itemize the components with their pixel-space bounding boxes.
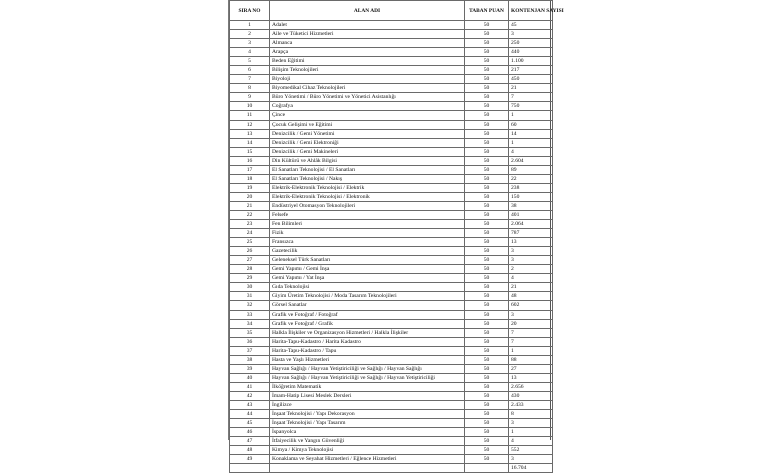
row-quota: 45: [509, 21, 553, 30]
total-row-empty-puan: [465, 464, 509, 473]
table-row: [230, 229, 553, 238]
table-row: [230, 346, 553, 355]
row-quota: 4: [509, 274, 553, 283]
row-number: 21: [230, 201, 270, 210]
row-field-name: Fransızca: [270, 238, 465, 247]
table-row: [230, 319, 553, 328]
row-quota: 3: [509, 419, 553, 428]
row-number: 24: [230, 229, 270, 238]
table-row: [230, 419, 553, 428]
row-field-name: Gemi Yapımı / Yat İnşa: [270, 274, 465, 283]
row-number: 32: [230, 301, 270, 310]
row-number: 20: [230, 192, 270, 201]
row-quota: 27: [509, 364, 553, 373]
row-quota: 20: [509, 319, 553, 328]
row-base-score: 50: [465, 455, 509, 464]
row-field-name: Biyomedikal Cihaz Teknolojileri: [270, 84, 465, 93]
row-field-name: Çince: [270, 111, 465, 120]
row-number: 6: [230, 66, 270, 75]
row-base-score: 50: [465, 337, 509, 346]
row-number: 9: [230, 93, 270, 102]
row-base-score: 50: [465, 391, 509, 400]
row-number: 44: [230, 410, 270, 419]
header-sira-no: SIRA NO: [230, 1, 270, 21]
table-row: [230, 400, 553, 409]
row-base-score: 50: [465, 310, 509, 319]
row-field-name: Görsel Sanatlar: [270, 301, 465, 310]
row-field-name: İmam-Hatip Lisesi Meslek Dersleri: [270, 391, 465, 400]
header-taban-puan: TABAN PUAN: [465, 1, 509, 21]
row-base-score: 50: [465, 120, 509, 129]
row-number: 19: [230, 183, 270, 192]
row-base-score: 50: [465, 283, 509, 292]
header-alan-adi: ALAN ADI: [270, 1, 465, 21]
row-quota: 8: [509, 410, 553, 419]
row-field-name: Hayvan Sağlığı / Hayvan Yetiştiriciliği ve Sağlığı / Hayvan Yetiştiriciliği: [270, 373, 465, 382]
row-number: 16: [230, 156, 270, 165]
table-row: [230, 165, 553, 174]
row-field-name: Büro Yönetimi / Büro Yönetimi ve Yönetici Asistanlığı: [270, 93, 465, 102]
table-row: [230, 147, 553, 156]
row-base-score: 50: [465, 102, 509, 111]
table-row: [230, 174, 553, 183]
row-quota: 3: [509, 256, 553, 265]
row-base-score: 50: [465, 75, 509, 84]
table-row: [230, 274, 553, 283]
row-quota: 4: [509, 147, 553, 156]
row-number: 25: [230, 238, 270, 247]
table-row: [230, 337, 553, 346]
table-row: [230, 256, 553, 265]
row-quota: 38: [509, 201, 553, 210]
row-number: 18: [230, 174, 270, 183]
row-number: 4: [230, 48, 270, 57]
row-number: 1: [230, 21, 270, 30]
row-field-name: Grafik ve Fotoğraf / Fotoğraf: [270, 310, 465, 319]
row-field-name: Arapça: [270, 48, 465, 57]
row-quota: 1: [509, 111, 553, 120]
row-field-name: Denizcilik / Gemi Makineleri: [270, 147, 465, 156]
table-row: [230, 192, 553, 201]
document-sheet: [228, 0, 564, 472]
row-base-score: 50: [465, 292, 509, 301]
table-row: [230, 382, 553, 391]
table-row: [230, 75, 553, 84]
row-field-name: Hayvan Sağlığı / Hayvan Yetiştiriciliği ve Sağlığı / Hayvan Sağlığı: [270, 364, 465, 373]
row-field-name: Hasta ve Yaşlı Hizmetleri: [270, 355, 465, 364]
row-quota: 217: [509, 66, 553, 75]
row-quota: 450: [509, 75, 553, 84]
row-quota: 22: [509, 174, 553, 183]
row-base-score: 50: [465, 247, 509, 256]
row-field-name: Geleneksel Türk Sanatları: [270, 256, 465, 265]
row-quota: 14: [509, 129, 553, 138]
table-row: [230, 84, 553, 93]
row-base-score: 50: [465, 328, 509, 337]
table-header: [230, 1, 564, 21]
table-row: [230, 129, 553, 138]
row-number: 17: [230, 165, 270, 174]
row-base-score: 50: [465, 355, 509, 364]
row-field-name: Adalet: [270, 21, 465, 30]
row-number: 23: [230, 220, 270, 229]
row-field-name: Fizik: [270, 229, 465, 238]
row-number: 36: [230, 337, 270, 346]
table-row: [230, 39, 553, 48]
row-number: 39: [230, 364, 270, 373]
total-row-empty-no: [230, 464, 270, 473]
row-quota: 13: [509, 373, 553, 382]
table-row: [230, 428, 553, 437]
row-field-name: Beden Eğitimi: [270, 57, 465, 66]
table-row: [230, 446, 553, 455]
header-row: [230, 1, 553, 21]
row-field-name: Giyim Üretim Teknolojisi / Moda Tasarım Teknolojileri: [270, 292, 465, 301]
table-row: [230, 364, 553, 373]
row-number: 40: [230, 373, 270, 382]
row-field-name: Endüstriyel Otomasyon Teknolojileri: [270, 201, 465, 210]
row-quota: 3: [509, 455, 553, 464]
row-number: 46: [230, 428, 270, 437]
total-row-empty-name: [270, 464, 465, 473]
row-number: 37: [230, 346, 270, 355]
row-quota: 7: [509, 93, 553, 102]
table-row: [230, 102, 553, 111]
row-quota: 7: [509, 328, 553, 337]
row-number: 49: [230, 455, 270, 464]
row-quota: 2.656: [509, 382, 553, 391]
table-row: [230, 373, 553, 382]
row-field-name: Felsefe: [270, 210, 465, 219]
row-base-score: 50: [465, 346, 509, 355]
row-base-score: 50: [465, 138, 509, 147]
row-base-score: 50: [465, 165, 509, 174]
row-base-score: 50: [465, 183, 509, 192]
row-quota: 89: [509, 165, 553, 174]
row-number: 47: [230, 437, 270, 446]
table-row: [230, 93, 553, 102]
row-base-score: 50: [465, 201, 509, 210]
table-row: [230, 111, 553, 120]
row-field-name: İtfaiyecilik ve Yangın Güvenliği: [270, 437, 465, 446]
row-quota: 3: [509, 247, 553, 256]
row-base-score: 50: [465, 410, 509, 419]
row-base-score: 50: [465, 93, 509, 102]
row-base-score: 50: [465, 437, 509, 446]
row-base-score: 50: [465, 210, 509, 219]
row-field-name: Fen Bilimleri: [270, 220, 465, 229]
row-base-score: 50: [465, 373, 509, 382]
table-row: [230, 247, 553, 256]
row-field-name: Gıda Teknolojisi: [270, 283, 465, 292]
row-number: 38: [230, 355, 270, 364]
total-quota: 16.704: [509, 464, 553, 473]
row-field-name: Bilişim Teknolojileri: [270, 66, 465, 75]
table-row: [230, 238, 553, 247]
row-quota: 2.064: [509, 220, 553, 229]
row-number: 33: [230, 310, 270, 319]
table-row: [230, 21, 553, 30]
row-quota: 2: [509, 265, 553, 274]
row-quota: 1.100: [509, 57, 553, 66]
row-base-score: 50: [465, 446, 509, 455]
table-row: [230, 292, 553, 301]
row-number: 35: [230, 328, 270, 337]
row-number: 30: [230, 283, 270, 292]
row-field-name: İspanyolca: [270, 428, 465, 437]
table-row: [230, 391, 553, 400]
row-number: 7: [230, 75, 270, 84]
total-row: [230, 464, 553, 473]
row-base-score: 50: [465, 265, 509, 274]
row-field-name: Aile ve Tüketici Hizmetleri: [270, 30, 465, 39]
table-row: [230, 220, 553, 229]
row-number: 14: [230, 138, 270, 147]
row-quota: 250: [509, 39, 553, 48]
row-base-score: 50: [465, 400, 509, 409]
row-quota: 750: [509, 102, 553, 111]
table-row: [230, 310, 553, 319]
table-row: [230, 156, 553, 165]
table-row: [230, 48, 553, 57]
quota-table: [229, 0, 564, 473]
row-quota: 787: [509, 229, 553, 238]
row-quota: 150: [509, 192, 553, 201]
row-base-score: 50: [465, 382, 509, 391]
row-quota: 552: [509, 446, 553, 455]
row-quota: 440: [509, 48, 553, 57]
row-field-name: Konaklama ve Seyahat Hizmetleri / Eğlence Hizmetleri: [270, 455, 465, 464]
table-row: [230, 455, 553, 464]
row-quota: 60: [509, 120, 553, 129]
header-kontenjan-sayisi: KONTENJAN SAYISI: [509, 1, 553, 21]
row-field-name: Harita-Tapu-Kadastro / Harita Kadastro: [270, 337, 465, 346]
row-quota: 2.604: [509, 156, 553, 165]
row-quota: 48: [509, 292, 553, 301]
row-quota: 401: [509, 210, 553, 219]
table-body: [230, 21, 553, 473]
table-row: [230, 201, 553, 210]
row-field-name: Coğrafya: [270, 102, 465, 111]
row-number: 26: [230, 247, 270, 256]
row-field-name: Denizcilik / Gemi Elektroniği: [270, 138, 465, 147]
row-number: 31: [230, 292, 270, 301]
row-base-score: 50: [465, 256, 509, 265]
row-field-name: Biyoloji: [270, 75, 465, 84]
row-quota: 3: [509, 30, 553, 39]
table-row: [230, 57, 553, 66]
row-base-score: 50: [465, 156, 509, 165]
row-quota: 7: [509, 337, 553, 346]
row-quota: 4: [509, 437, 553, 446]
row-base-score: 50: [465, 129, 509, 138]
table-row: [230, 138, 553, 147]
row-number: 3: [230, 39, 270, 48]
row-field-name: Harita-Tapu-Kadastro / Tapu: [270, 346, 465, 355]
row-number: 45: [230, 419, 270, 428]
table-row: [230, 437, 553, 446]
row-base-score: 50: [465, 364, 509, 373]
row-quota: 88: [509, 355, 553, 364]
row-quota: 21: [509, 283, 553, 292]
row-field-name: Elektrik-Elektronik Teknolojisi / Elektrik: [270, 183, 465, 192]
table-row: [230, 355, 553, 364]
row-number: 29: [230, 274, 270, 283]
row-quota: 1: [509, 346, 553, 355]
row-number: 22: [230, 210, 270, 219]
table-row: [230, 120, 553, 129]
table-row: [230, 66, 553, 75]
row-number: 2: [230, 30, 270, 39]
row-base-score: 50: [465, 229, 509, 238]
row-quota: 3: [509, 310, 553, 319]
row-number: 5: [230, 57, 270, 66]
row-base-score: 50: [465, 111, 509, 120]
row-field-name: İnşaat Teknolojisi / Yapı Tasarım: [270, 419, 465, 428]
row-field-name: Gemi Yapımı / Gemi İnşa: [270, 265, 465, 274]
row-field-name: Çocuk Gelişimi ve Eğitimi: [270, 120, 465, 129]
table-row: [230, 183, 553, 192]
row-base-score: 50: [465, 274, 509, 283]
row-number: 8: [230, 84, 270, 93]
row-number: 43: [230, 400, 270, 409]
row-base-score: 50: [465, 21, 509, 30]
row-field-name: Gazetecilik: [270, 247, 465, 256]
row-field-name: Elektrik-Elektronik Teknolojisi / Elektronik: [270, 192, 465, 201]
row-number: 34: [230, 319, 270, 328]
row-quota: 21: [509, 84, 553, 93]
row-base-score: 50: [465, 84, 509, 93]
row-base-score: 50: [465, 57, 509, 66]
row-field-name: El Sanatları Teknolojisi / Nakış: [270, 174, 465, 183]
row-quota: 430: [509, 391, 553, 400]
row-number: 42: [230, 391, 270, 400]
row-base-score: 50: [465, 174, 509, 183]
row-base-score: 50: [465, 147, 509, 156]
table-row: [230, 328, 553, 337]
row-quota: 2.433: [509, 400, 553, 409]
row-base-score: 50: [465, 419, 509, 428]
row-number: 10: [230, 102, 270, 111]
row-field-name: Grafik ve Fotoğraf / Grafik: [270, 319, 465, 328]
row-field-name: Halkla İlişkiler ve Organizasyon Hizmetleri / Halkla İlişkiler: [270, 328, 465, 337]
row-base-score: 50: [465, 220, 509, 229]
row-number: 12: [230, 120, 270, 129]
row-field-name: İlköğretim Matematik: [270, 382, 465, 391]
row-number: 27: [230, 256, 270, 265]
table-row: [230, 265, 553, 274]
row-quota: 1: [509, 138, 553, 147]
row-field-name: İnşaat Teknolojisi / Yapı Dekorasyon: [270, 410, 465, 419]
row-base-score: 50: [465, 66, 509, 75]
row-base-score: 50: [465, 192, 509, 201]
row-field-name: Kimya / Kimya Teknolojisi: [270, 446, 465, 455]
table-row: [230, 301, 553, 310]
row-number: 28: [230, 265, 270, 274]
row-number: 11: [230, 111, 270, 120]
row-field-name: Almanca: [270, 39, 465, 48]
row-quota: 238: [509, 183, 553, 192]
row-quota: 13: [509, 238, 553, 247]
row-base-score: 50: [465, 39, 509, 48]
row-number: 13: [230, 129, 270, 138]
row-base-score: 50: [465, 319, 509, 328]
row-field-name: Din Kültürü ve Ahlâk Bilgisi: [270, 156, 465, 165]
row-field-name: İngilizce: [270, 400, 465, 409]
row-base-score: 50: [465, 428, 509, 437]
row-base-score: 50: [465, 48, 509, 57]
row-base-score: 50: [465, 30, 509, 39]
row-number: 48: [230, 446, 270, 455]
row-base-score: 50: [465, 238, 509, 247]
row-base-score: 50: [465, 301, 509, 310]
row-field-name: Denizcilik / Gemi Yönetimi: [270, 129, 465, 138]
row-quota: 1: [509, 428, 553, 437]
table-row: [230, 30, 553, 39]
row-quota: 602: [509, 301, 553, 310]
row-number: 41: [230, 382, 270, 391]
row-number: 15: [230, 147, 270, 156]
row-field-name: El Sanatları Teknolojisi / El Sanatları: [270, 165, 465, 174]
table-row: [230, 410, 553, 419]
table-row: [230, 283, 553, 292]
table-row: [230, 210, 553, 219]
